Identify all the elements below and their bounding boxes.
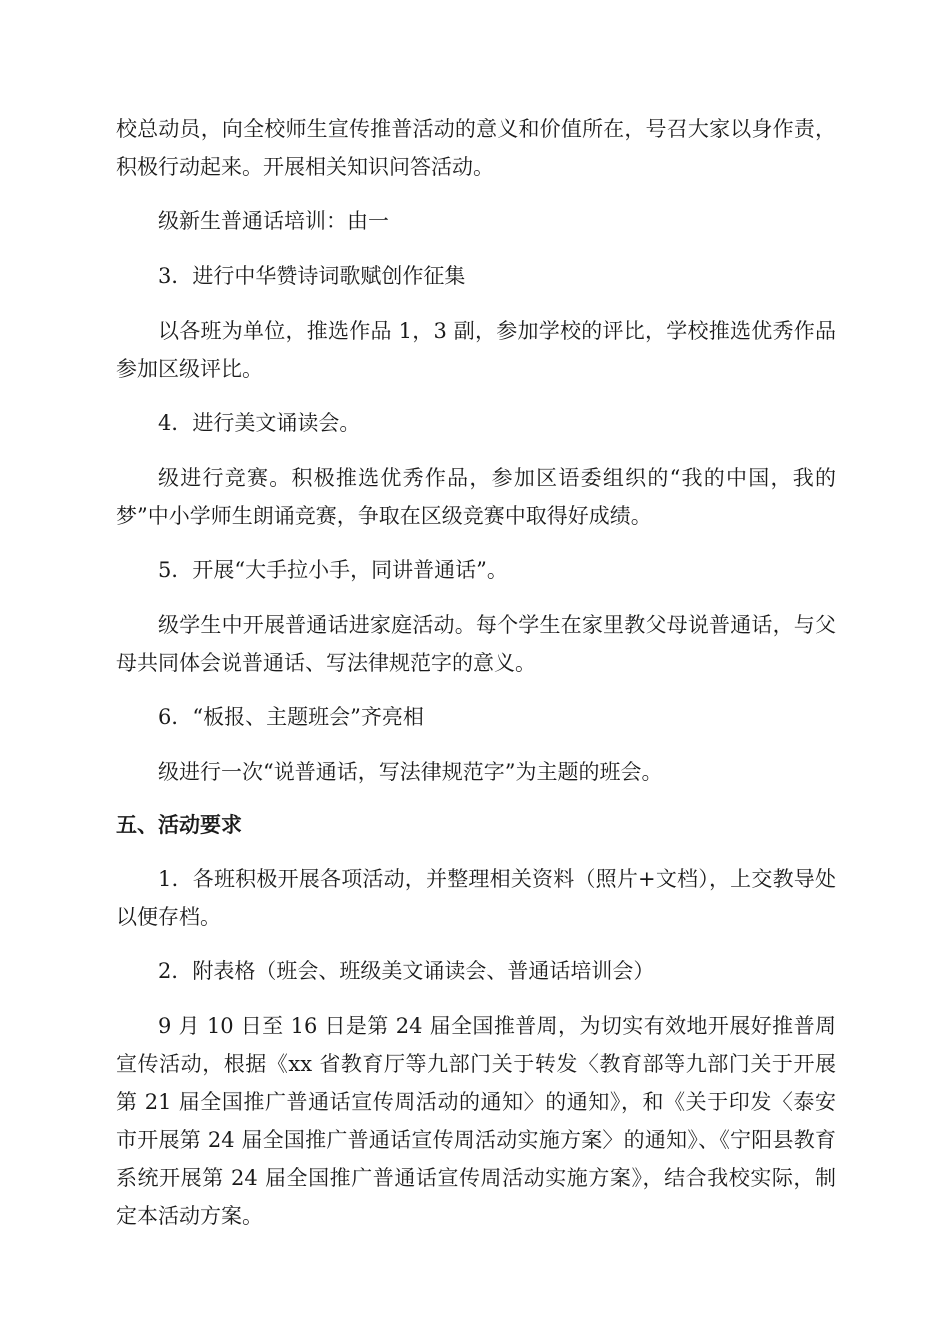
paragraph-mobilization: 校总动员，向全校师生宣传推普活动的意义和价值所在，号召大家以身作责，积极行动起来。开展相关知识问答活动。 — [116, 117, 836, 179]
section-heading-requirements: 五、活动要求 — [116, 813, 242, 837]
requirement-2: 2．附表格（班会、班级美文诵读会、普通话培训会） — [158, 959, 655, 983]
paragraph-plan-intro: 9 月 10 日至 16 日是第 24 届全国推普周，为切实有效地开展好推普周宣传活动，根据《xx 省教育厅等九部门关于转发〈教育部等九部门关于开展第 21 届全国推广普通话宣传周活动的通知〉的通知》，和《关于印发〈泰安市开展第 24 届全国推广普通话宣传周活动实施方案〉的通知》、《宁阳县教育系统开展第 24 届全国推广普通话宣传周活动实施方案》，结合我校实际，制定本活动方案。 — [116, 1014, 836, 1228]
item-6-heading: 6．“板报、主题班会”齐亮相 — [158, 705, 424, 729]
requirement-1: 1．各班积极开展各项活动，并整理相关资料（照片+文档），上交教导处以便存档。 — [116, 867, 836, 929]
item-4-heading: 4．进行美文诵读会。 — [158, 411, 361, 435]
item-3-heading: 3．进行中华赞诗词歌赋创作征集 — [158, 264, 466, 288]
paragraph-new-student-training: 级新生普通话培训：由一 — [158, 209, 389, 233]
item-5-heading: 5．开展“大手拉小手，同讲普通话”。 — [158, 558, 508, 582]
paragraph-works-selection: 以各班为单位，推选作品 1，3 副，参加学校的评比，学校推选优秀作品参加区级评比。 — [116, 319, 836, 381]
paragraph-class-meeting: 级进行一次“说普通话，写法律规范字”为主题的班会。 — [158, 760, 663, 784]
paragraph-family-mandarin: 级学生中开展普通话进家庭活动。每个学生在家里教父母说普通话，与父母共同体会说普通话、写法律规范字的意义。 — [116, 613, 836, 675]
paragraph-recitation-competition: 级进行竞赛。积极推选优秀作品，参加区语委组织的“我的中国，我的梦”中小学师生朗诵竞赛，争取在区级竞赛中取得好成绩。 — [116, 466, 836, 528]
